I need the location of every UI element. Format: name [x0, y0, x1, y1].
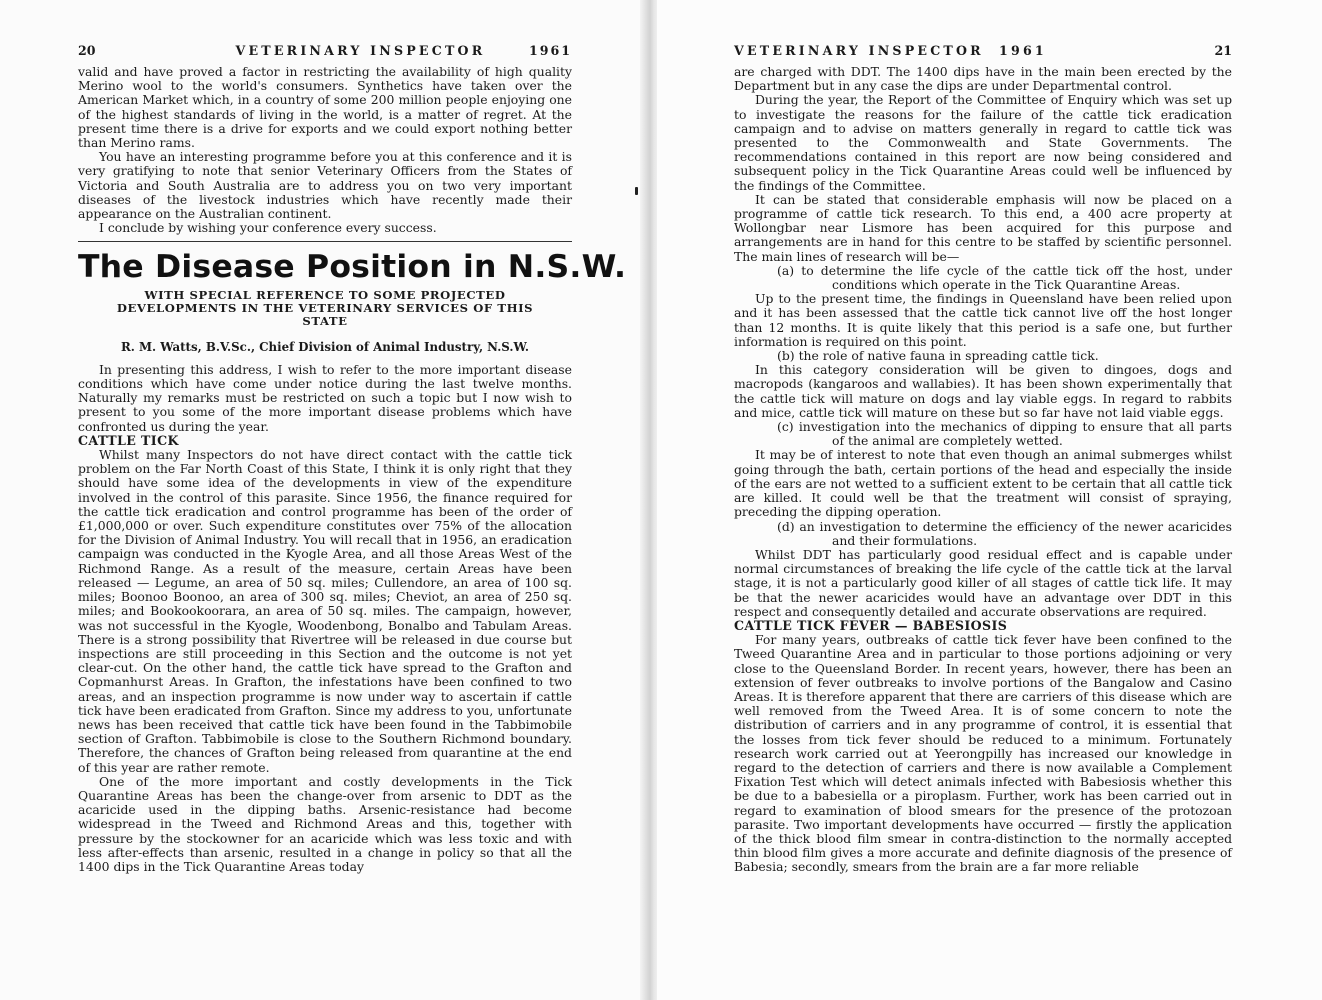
journal-year: 1961	[999, 43, 1047, 58]
list-item-text: to determine the life cycle of the cattle tick off the host, under conditions which operate in the Tick Quarantine Areas.	[801, 262, 1232, 293]
running-head-right	[734, 44, 1232, 60]
body-paragraph: Whilst many Inspectors do not have direct contact with the cattle tick problem on the Far North Coast of this State, I think it is only right that they should have some idea of the developments in view of the expenditure involved in the control of this parasite. Since 1956, the finance required for the cattle tick eradication and control programme has been of the order of £1,000,000 or over. Such expenditure constitutes over 75% of the allocation for the Division of Animal Industry. You will recall that in 1956, an eradication campaign was conducted in the Kyogle Area, and all those Areas West of the Richmond Range. As a result of the measure, certain Areas have been released — Legume, an area of 50 sq. miles; Cullendore, an area of 100 sq. miles; Boonoo Boonoo, an area of 300 sq. miles; Cheviot, an area of 250 sq. miles; and Bookookoorara, an area of 50 sq. miles. The campaign, however, was not successful in the Kyogle, Woodenbong, Bonalbo and Tabulam Areas. There is a strong possibility that Rivertree will be released in due course but inspections are still proceeding in this Section and the outcome is not yet clear-cut. On the other hand, the cattle tick have spread to the Grafton and Copmanhurst Areas. In Grafton, the infestations have been confined to two areas, and an inspection programme is now under way to ascertain if cattle tick have been eradicated from Grafton. Since my address to you, unfortunate news has been received that cattle tick have been found in the Tabbimobile section of Grafton. Tabbimobile is close to the Southern Richmond boundary. Therefore, the chances of Grafton being released from quarantine at the end of this year are rather remote.	[78, 447, 572, 775]
list-item-text: an investigation to determine the efficiency of the newer acaricides and their formulations.	[799, 518, 1232, 548]
research-list-item	[734, 349, 1232, 363]
section-heading: CATTLE TICK	[78, 432, 179, 448]
list-item-label: (c)	[777, 419, 794, 435]
article-subtitle: WITH SPECIAL REFERENCE TO SOME PROJECTED DEVELOPMENTS IN THE VETERINARY SERVICES OF THIS STATE	[116, 287, 534, 328]
journal-year: 1961	[528, 43, 572, 58]
list-item-label: (d)	[777, 518, 795, 534]
body-paragraph: It can be stated that considerable emphasis will now be placed on a programme of cattle tick research. To this end, a 400 acre property at Wollongbar near Lismore has been acquired for this purpose and arrangements are in hand for this centre to be staffed by scientific personnel. The main lines of research will be—	[734, 191, 1232, 264]
journal-title: VETERINARY INSPECTOR	[235, 43, 486, 58]
body-paragraph: Up to the present time, the findings in Queensland have been relied upon and it has been assessed that the cattle tick cannot live off the host longer than 12 months. It is quite likely that this period is a safe one, but further information is required on this point.	[734, 291, 1232, 349]
journal-header	[734, 44, 1047, 58]
list-item-label: (a)	[777, 262, 795, 278]
left-page-column	[78, 43, 627, 874]
body-paragraph: For many years, outbreaks of cattle tick fever have been confined to the Tweed Quarantine Area and in particular to those portions adjoining or very close to the Queensland Border. In recent years, however, there has been an extension of fever outbreaks to involve portions of the Bangalow and Casino Areas. It is therefore apparent that there are carriers of this disease which are well removed from the Tweed Area. It is of some concern to note the distribution of carriers and in any programme of control, it is essential that the losses from tick fever should be reduced to a minimum. Fortunately research work carried out at Yeerongpilly has increased our knowledge in regard to the detection of carriers and there is now available a Complement Fixation Test which will detect animals infected with Babesiosis whether this be due to a babesiella or a piroplasm. Further, work has been carried out in regard to examination of blood smears for the presence of the protozoan parasite. Two important developments have occurred — firstly the application of the thick blood film smear in contra-distinction to the normally accepted thin blood film gives a more accurate and definite diagnosis of the presence of Babesia; secondly, smears from the brain are a far more reliable	[734, 632, 1232, 875]
section-heading: CATTLE TICK FEVER — BABESIOSIS	[734, 617, 1008, 633]
article-byline: R. M. Watts, B.V.Sc., Chief Division of Animal Industry, N.S.W.	[120, 339, 530, 354]
intro-paragraph: In presenting this address, I wish to refer to the more important disease conditions which have come under notice during the last twelve months. Naturally my remarks must be restricted on such a topic but I now wish to present to you some of the more important disease problems which have confronted us during the year.	[78, 361, 572, 434]
body-paragraph: During the year, the Report of the Committee of Enquiry which was set up to investigate the reasons for the failure of the cattle tick eradication campaign and to advise on matters generally in regard to cattle tick was presented to the Commonwealth and State Governments. The recommendations contained in this report are now being considered and subsequent policy in the Tick Quarantine Areas could well be influenced by the findings of the Committee.	[734, 92, 1232, 193]
running-head-left	[78, 44, 572, 60]
body-paragraph: valid and have proved a factor in restricting the availability of high quality Merino wool to the world's consumers. Synthetics have taken over the American Market which, in a country of some 200 million people enjoying one of the highest standards of living in the world, is a matter of regret. At the present time there is a drive for exports and we could export nothing better than Merino rams.	[78, 64, 572, 151]
research-list-item	[734, 420, 1232, 448]
body-paragraph: Whilst DDT has particularly good residual effect and is capable under normal circumstances of breaking the life cycle of the cattle tick at the larval stage, it is not a particularly good killer of all stages of cattle tick life. It may be that the newer acaricides would have an advantage over DDT in this respect and consequently detailed and accurate observations are required.	[734, 546, 1232, 619]
journal-title: VETERINARY INSPECTOR	[734, 43, 984, 58]
research-list-item	[734, 520, 1232, 548]
list-item-text: investigation into the mechanics of dipping to ensure that all parts of the animal are completely wetted.	[798, 419, 1232, 449]
right-page-body	[734, 65, 1232, 875]
print-speck	[635, 187, 638, 195]
list-item-label: (b)	[777, 348, 795, 364]
body-paragraph: One of the more important and costly developments in the Tick Quarantine Areas has been the change-over from arsenic to DDT as the acaricide used in the dipping baths. Arsenic-resistance had become widespread in the Tweed and Richmond Areas and this, together with pressure by the stockowner for an acaricide which was less toxic and with less after-effects than arsenic, resulted in a change in policy so that all the 1400 dips in the Tick Quarantine Areas today	[78, 773, 572, 874]
right-page-column	[734, 44, 1232, 875]
body-paragraph: In this category consideration will be given to dingoes, dogs and macropods (kangaroos and wallabies). It has been shown experimentally that the cattle tick will mature on dogs and lay viable eggs. In regard to rabbits and mice, cattle tick will mature on these but so far have not laid viable eggs.	[734, 362, 1232, 420]
section-divider	[78, 241, 572, 242]
research-list-item	[734, 264, 1232, 292]
page-number: 20	[78, 43, 96, 58]
body-paragraph: It may be of interest to note that even though an animal submerges whilst going through the bath, certain portions of the head and especially the inside of the ears are not wetted to a sufficient extent to be certain that all cattle tick are killed. It could well be that the treatment will consist of spraying, preceding the dipping operation.	[734, 447, 1232, 520]
article-title: The Disease Position in N.S.W.	[78, 249, 627, 286]
list-item-text: the role of native fauna in spreading cattle tick.	[798, 348, 1099, 364]
body-paragraph: You have an interesting programme before you at this conference and it is very gratifying to note that senior Veterinary Officers from the States of Victoria and South Australia are to address you on two very important diseases of the livestock industries which have recently made their appearance on the Australian continent.	[78, 149, 572, 222]
closing-line: I conclude by wishing your conference every success.	[99, 220, 437, 236]
body-paragraph: are charged with DDT. The 1400 dips have in the main been erected by the Department but in any case the dips are under Departmental control.	[734, 64, 1232, 94]
page-number: 21	[1214, 43, 1232, 58]
